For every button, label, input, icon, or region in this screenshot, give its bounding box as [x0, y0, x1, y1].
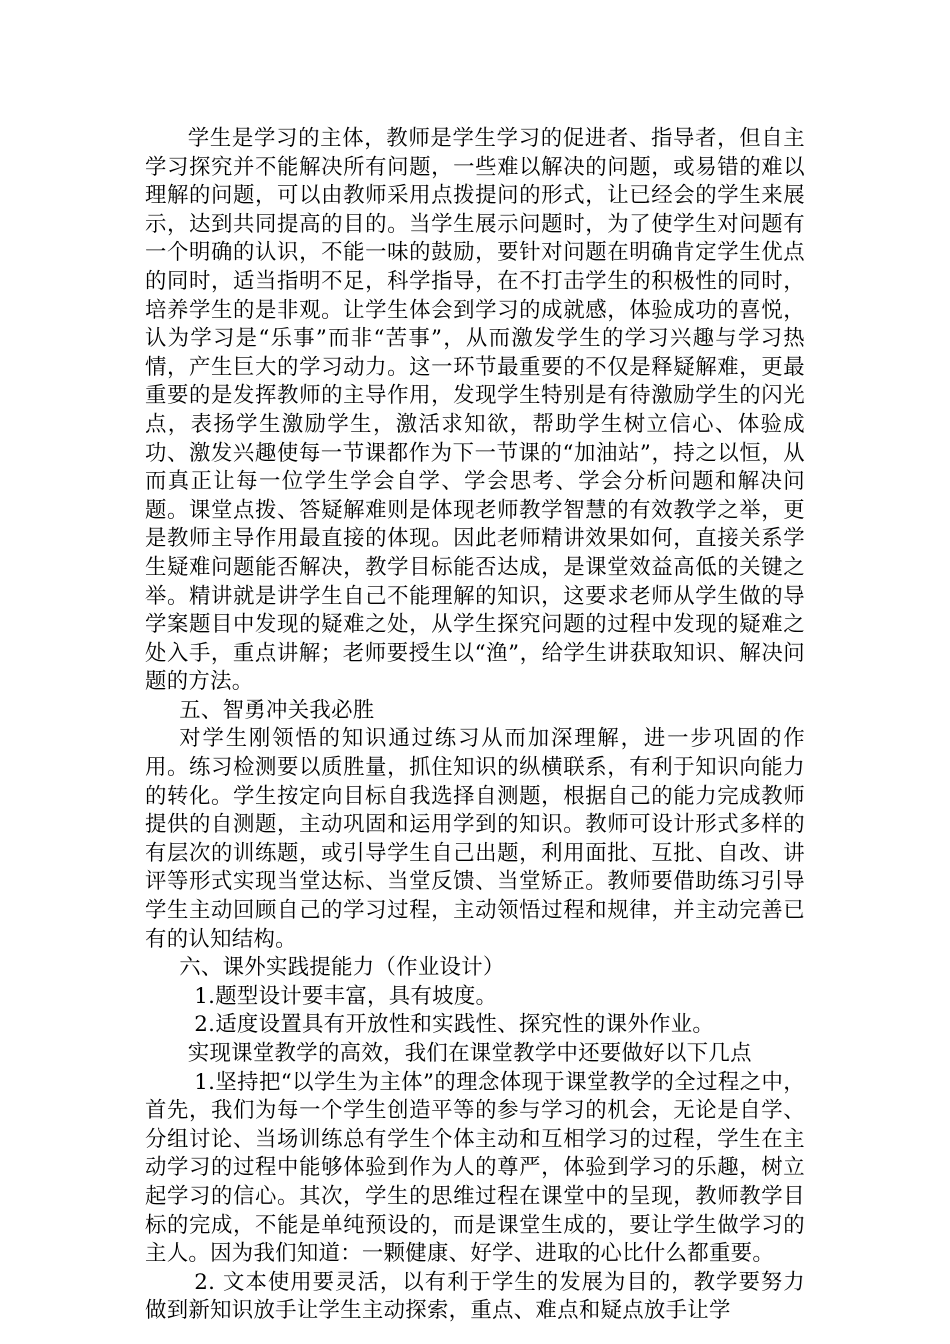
section-heading-five: 五、智勇冲关我必胜: [179, 697, 375, 723]
paragraph-practice: 对学生刚领悟的知识通过练习从而加深理解，进一步巩固的作用。练习检测要以质胜量，抓住知识的纵横联系，有利于知识向能力的转化。学生按定向目标自我选择自测题，根据自己的能力完成教师提供的自测题，主动巩固和运用学到的知识。教师可设计形式多样的有层次的训练题，或引导学生自己出题，利用面批、互批、自改、讲评等形式实现当堂达标、当堂反馈、当堂矫正。教师要借助练习引导学生主动回顾自己的学习过程，主动领悟过程和规律，并主动完善已有的认知结构。: [145, 726, 805, 952]
paragraph-point-1: 1.坚持把“以学生为主体”的理念体现于课堂教学的全过程之中，首先，我们为每一个学生创造平等的参与学习的机会，无论是自学、分组讨论、当场训练总有学生个体主动和互相学习的过程，学生在主动学习的过程中能够体验到作为人的尊严，体验到学习的乐趣，树立起学习的信心。其次，学生的思维过程在课堂中的呈现，教师教学目标的完成，不能是单纯预设的，而是课堂生成的，要让学生做学习的主人。因为我们知道：一颗健康、好学、进取的心比什么都重要。: [145, 1069, 805, 1267]
list-item-homework-2: 2.适度设置具有开放性和实践性、探究性的课外作业。: [194, 1012, 715, 1038]
document-page: [145, 125, 805, 1326]
paragraph-point-2: 2. 文本使用要灵活，以有利于学生的发展为目的，教学要努力做到新知识放手让学生主动探索，重点、难点和疑点放手让学: [145, 1269, 805, 1324]
paragraph-teacher-guidance: 学生是学习的主体，教师是学生学习的促进者、指导者，但自主学习探究并不能解决所有问题，一些难以解决的问题，或易错的难以理解的问题，可以由教师采用点拨提问的形式，让已经会的学生来展示，达到共同提高的目的。当学生展示问题时，为了使学生对问题有一个明确的认识，不能一味的鼓励，要针对问题在明确肯定学生优点的同时，适当指明不足，科学指导，在不打击学生的积极性的同时，培养学生的是非观。让学生体会到学习的成就感，体验成功的喜悦，认为学习是“乐事”而非“苦事”，从而激发学生的学习兴趣与学习热情，产生巨大的学习动力。这一环节最重要的不仅是释疑解难，更最重要的是发挥教师的主导作用，发现学生特别是有待激励学生的闪光点，表扬学生激励学生，激活求知欲，帮助学生树立信心、体验成功、激发兴趣使每一节课都作为下一节课的“加油站”，持之以恒，从而真正让每一位学生学会自学、学会思考、学会分析问题和解决问题。课堂点拨、答疑解难则是体现老师教学智慧的有效教学之举，更是教师主导作用最直接的体现。因此老师精讲效果如何，直接关系学生疑难问题能否解决，教学目标能否达成，是课堂效益高低的关键之举。精讲就是讲学生自己不能理解的知识，这要求老师从学生做的导学案题目中发现的疑难之处，从学生探究问题的过程中发现的疑难之处入手，重点讲解；老师要授生以“渔”，给学生讲获取知识、解决问题的方法。: [145, 126, 805, 695]
section-heading-six: 六、课外实践提能力（作业设计）: [179, 955, 505, 981]
paragraph-efficiency-intro: 实现课堂教学的高效，我们在课堂教学中还要做好以下几点: [187, 1041, 752, 1066]
list-item-homework-1: 1.题型设计要丰富，具有坡度。: [194, 983, 498, 1009]
